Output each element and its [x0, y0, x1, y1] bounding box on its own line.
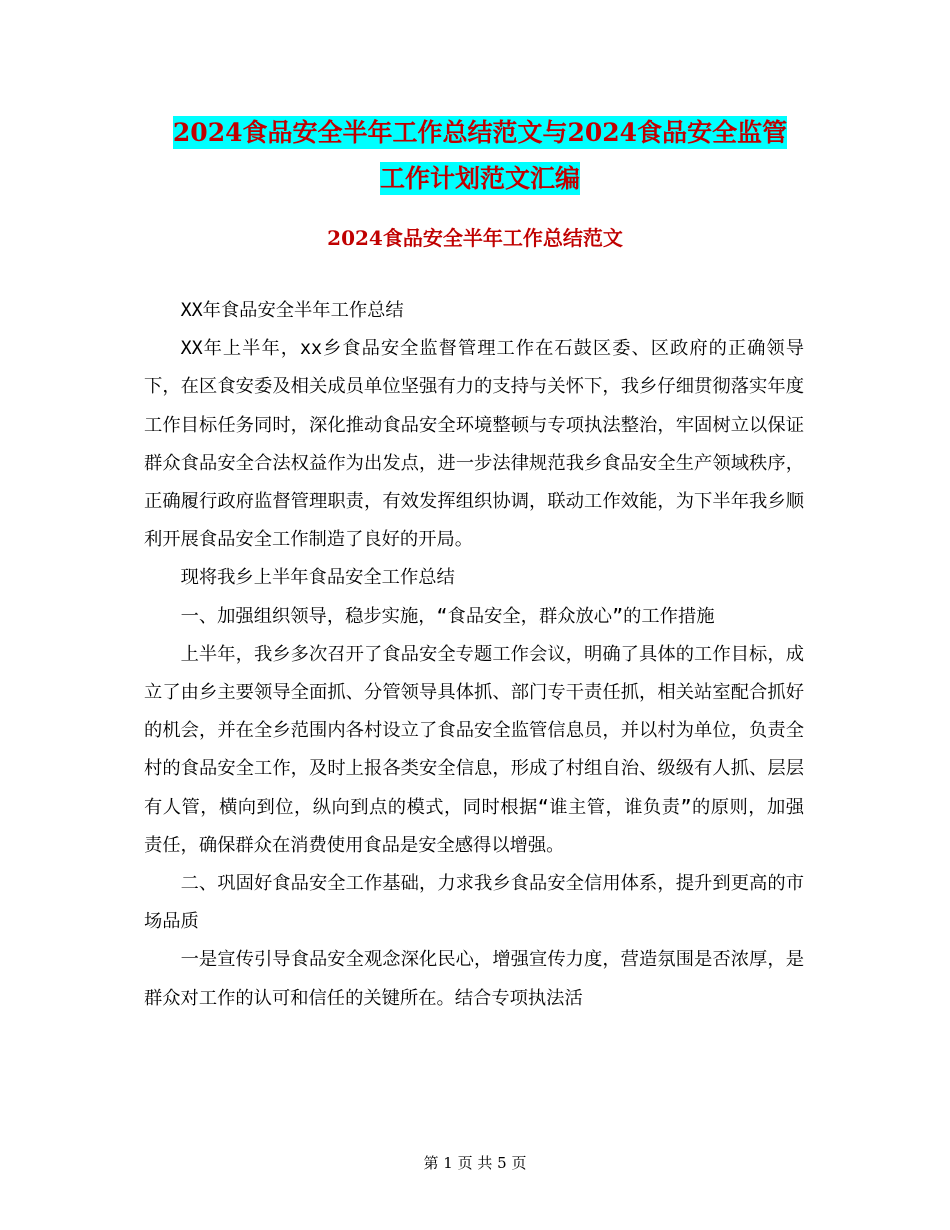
paragraph: 一、加强组织领导，稳步实施，“食品安全，群众放心”的工作措施	[180, 605, 715, 627]
document-title	[140, 110, 820, 202]
paragraph: 现将我乡上半年食品安全工作总结	[180, 567, 455, 589]
paragraph: 二、巩固好食品安全工作基础，力求我乡食品安全信用体系，提升到更高的市场品质	[144, 873, 804, 933]
page-footer: 第 1 页 共 5 页	[423, 1154, 527, 1172]
section-title: 2024食品安全半年工作总结范文	[327, 226, 623, 250]
paragraph: 上半年，我乡多次召开了食品安全专题工作会议，明确了具体的工作目标，成立了由乡主要领导全面抓、分管领导具体抓、部门专干责任抓，相关站室配合抓好的机会，并在全乡范围内各村设立了食品安全监管信息员，并以村为单位，负责全村的食品安全工作，及时上报各类安全信息，形成了村组自治、级级有人抓、层层有人管，横向到位，纵向到点的模式，同时根据“谁主管，谁负责”的原则，加强责任，确保群众在消费使用食品是安全感得以增强。	[144, 643, 804, 856]
document-title-line-1: 2024食品安全半年工作总结范文与2024食品安全监管	[172, 118, 788, 147]
paragraph: XX年食品安全半年工作总结	[180, 300, 404, 321]
paragraph: XX年上半年，xx乡食品安全监督管理工作在石鼓区委、区政府的正确领导下，在区食安委及相关成员单位坚强有力的支持与关怀下，我乡仔细贯彻落实年度工作目标任务同时，深化推动食品安全环境整顿与专项执法整治，牢固树立以保证群众食品安全合法权益作为出发点，进一步法律规范我乡食品安全生产领域秩序，正确履行政府监督管理职责，有效发挥组织协调，联动工作效能，为下半年我乡顺利开展食品安全工作制造了良好的开局。	[144, 338, 804, 551]
paragraph: 一是宣传引导食品安全观念深化民心，增强宣传力度，营造氛围是否浓厚，是群众对工作的认可和信任的关键所在。结合专项执法活	[144, 949, 804, 1009]
document-title-line-2: 工作计划范文汇编	[379, 164, 580, 193]
document-body	[144, 292, 804, 1018]
